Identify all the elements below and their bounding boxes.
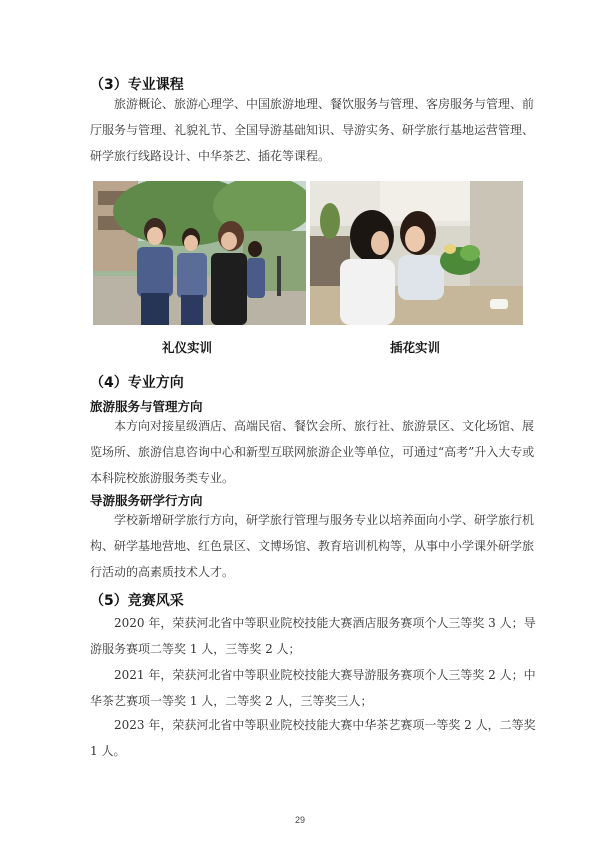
direction-guide-paragraph: 学校新增研学旅行方向，研学旅行管理与服务专业以培养面向小学、研学旅行机构、研学基地营地、红色景区、文博场馆、教育培训机构等，从事中小学课外研学旅行活动的高素质技术人才。	[90, 513, 535, 579]
section-heading-directions: （4）专业方向	[90, 375, 184, 391]
etiquette-training-caption: 礼仪实训	[162, 340, 213, 355]
direction-tourism-paragraph: 本方向对接星级酒店、高端民宿、餐饮会所、旅行社、旅游景区、文化场馆、展览场所、旅游信息咨询中心和新型互联网旅游企业等单位，可通过“高考”升入大专或本科院校旅游服务类专业。	[90, 419, 535, 485]
courses-paragraph: 旅游概论、旅游心理学、中国旅游地理、餐饮服务与管理、客房服务与管理、前厅服务与管理、礼貌礼节、全国导游基础知识、导游实务、研学旅行基地运营管理、研学旅行线路设计、中华茶艺、插花等课程。	[90, 97, 535, 163]
competition-2023-paragraph: 2023 年，荣获河北省中等职业院校技能大赛中华茶艺赛项一等奖 2 人，二等奖 1 人。	[90, 718, 536, 758]
page-number: 29	[294, 815, 305, 825]
flower-arranging-photo	[310, 181, 523, 325]
flower-arranging-caption: 插花实训	[390, 340, 441, 355]
etiquette-training-photo	[93, 181, 306, 325]
etiquette-photo-image	[93, 181, 306, 325]
competition-2021-paragraph: 2021 年，荣获河北省中等职业院校技能大赛导游服务赛项个人三等奖 2 人；中华茶艺赛项一等奖 1 人，二等奖 2 人，三等奖三人；	[90, 668, 536, 708]
direction-tourism-title: 旅游服务与管理方向	[90, 399, 203, 414]
section-heading-competitions: （5）竞赛风采	[90, 593, 184, 609]
direction-guide-title: 导游服务研学行方向	[90, 493, 203, 508]
flower-photo-image	[310, 181, 523, 325]
section-heading-courses: （3）专业课程	[90, 77, 184, 93]
competition-2020-paragraph: 2020 年，荣获河北省中等职业院校技能大赛酒店服务赛项个人三等奖 3 人；导游服务赛项二等奖 1 人，三等奖 2 人；	[90, 616, 536, 656]
